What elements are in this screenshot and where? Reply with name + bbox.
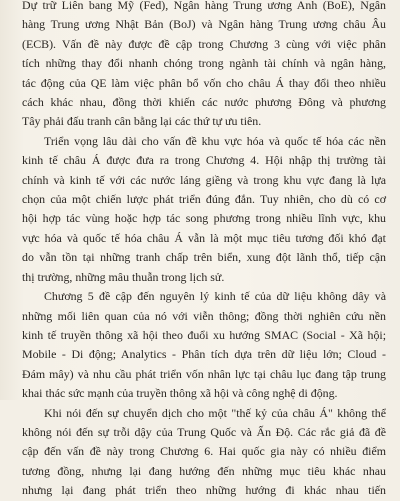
text-line: cách khác nhau, đồng thời khiến các nước phương Đông và phương — [22, 95, 386, 110]
paragraph-2 — [22, 132, 386, 287]
text-line: hàng Trung ương Nhật Bản (BoJ) và Ngân hàng Trung ương châu Âu — [22, 17, 386, 32]
text-line: Chương 5 đề cập đến nguyên lý kinh tế của dữ liệu không dây và — [44, 289, 386, 304]
text-line: Mobile - Di động; Analytics - Phân tích dựa trên dữ liệu lớn; Cloud - — [22, 347, 386, 362]
text-line: không nói đến sự trỗi dậy của Trung Quốc và Ấn Độ. Các rắc giả đã đề — [22, 424, 386, 439]
text-line: Triển vọng lâu dài cho vấn đề khu vực hóa và quốc tế hóa các nền — [44, 133, 386, 148]
text-line: Khi nói đến sự chuyển dịch cho một "thế kỷ của châu Á" không thể — [44, 405, 386, 420]
paragraph-1 — [22, 0, 386, 132]
text-line: Đám mây) và nhu cầu phát triển vốn nhân lực tại châu lục đang tập trung — [22, 366, 386, 381]
text-line: cập đến vấn đề này trong Chương 6. Hai quốc gia này có nhiều điểm — [22, 444, 386, 459]
text-line: do vẫn tồn tại những tranh chấp trên biển, xung đột lãnh thổ, tiếp cận — [22, 250, 386, 265]
text-line: kinh tế châu Á được đưa ra trong Chương 4. Hội nhập thị trường tài — [22, 153, 386, 168]
text-line: chính và kinh tế với các nước láng giềng và trong khu vực đang là lựa — [22, 172, 386, 187]
text-line: Dự trữ Liên bang Mỹ (Fed), Ngân hàng Trung ương Anh (BoE), Ngân — [22, 0, 386, 12]
text-line: thị trường, những mâu thuẫn trong lịch sử. — [22, 269, 225, 284]
text-line: tích những thay đổi nhanh chóng trong ngành tài chính và ngân hàng, — [22, 56, 386, 71]
text-line: tương đồng, nhưng lại đang hướng đến những mục tiêu khác nhau — [22, 463, 386, 478]
text-line: Tây phải đấu tranh cân bằng lại các thứ tự ưu tiên. — [22, 114, 262, 129]
text-line: chọn của một chiến lược phát triển đúng đắn. Tuy nhiên, cho dù có cơ — [22, 192, 386, 207]
text-line: hội hợp tác vùng hoặc hợp tác song phương trong nhiều lĩnh vực, khu — [22, 211, 386, 226]
text-line: nhưng lại đang phát triển theo những hướng đi khác nhau tiến — [22, 483, 386, 498]
text-line: khai thác sức mạnh của truyền thông xã hội và công nghệ di động. — [22, 386, 338, 401]
text-line: tác động của QE làm việc phân bổ vốn cho châu Á thay đổi theo nhiều — [22, 75, 386, 90]
body-text — [22, 0, 386, 501]
paragraph-3 — [22, 287, 386, 403]
text-line: kinh tế truyền thông xã hội theo đuổi xu hướng SMAC (Social - Xã hội; — [22, 327, 386, 342]
text-line: vực hóa và quốc tế hóa châu Á vẫn là một mục tiêu tương đối khó đạt — [22, 230, 386, 245]
text-line: (ECB). Vấn đề này được đề cập trong Chương 3 cùng với việc phân — [22, 36, 386, 51]
text-line: những mối liên quan của nó với viễn thông; đồng thời nghiên cứu nền — [22, 308, 386, 323]
paragraph-4 — [22, 404, 386, 501]
